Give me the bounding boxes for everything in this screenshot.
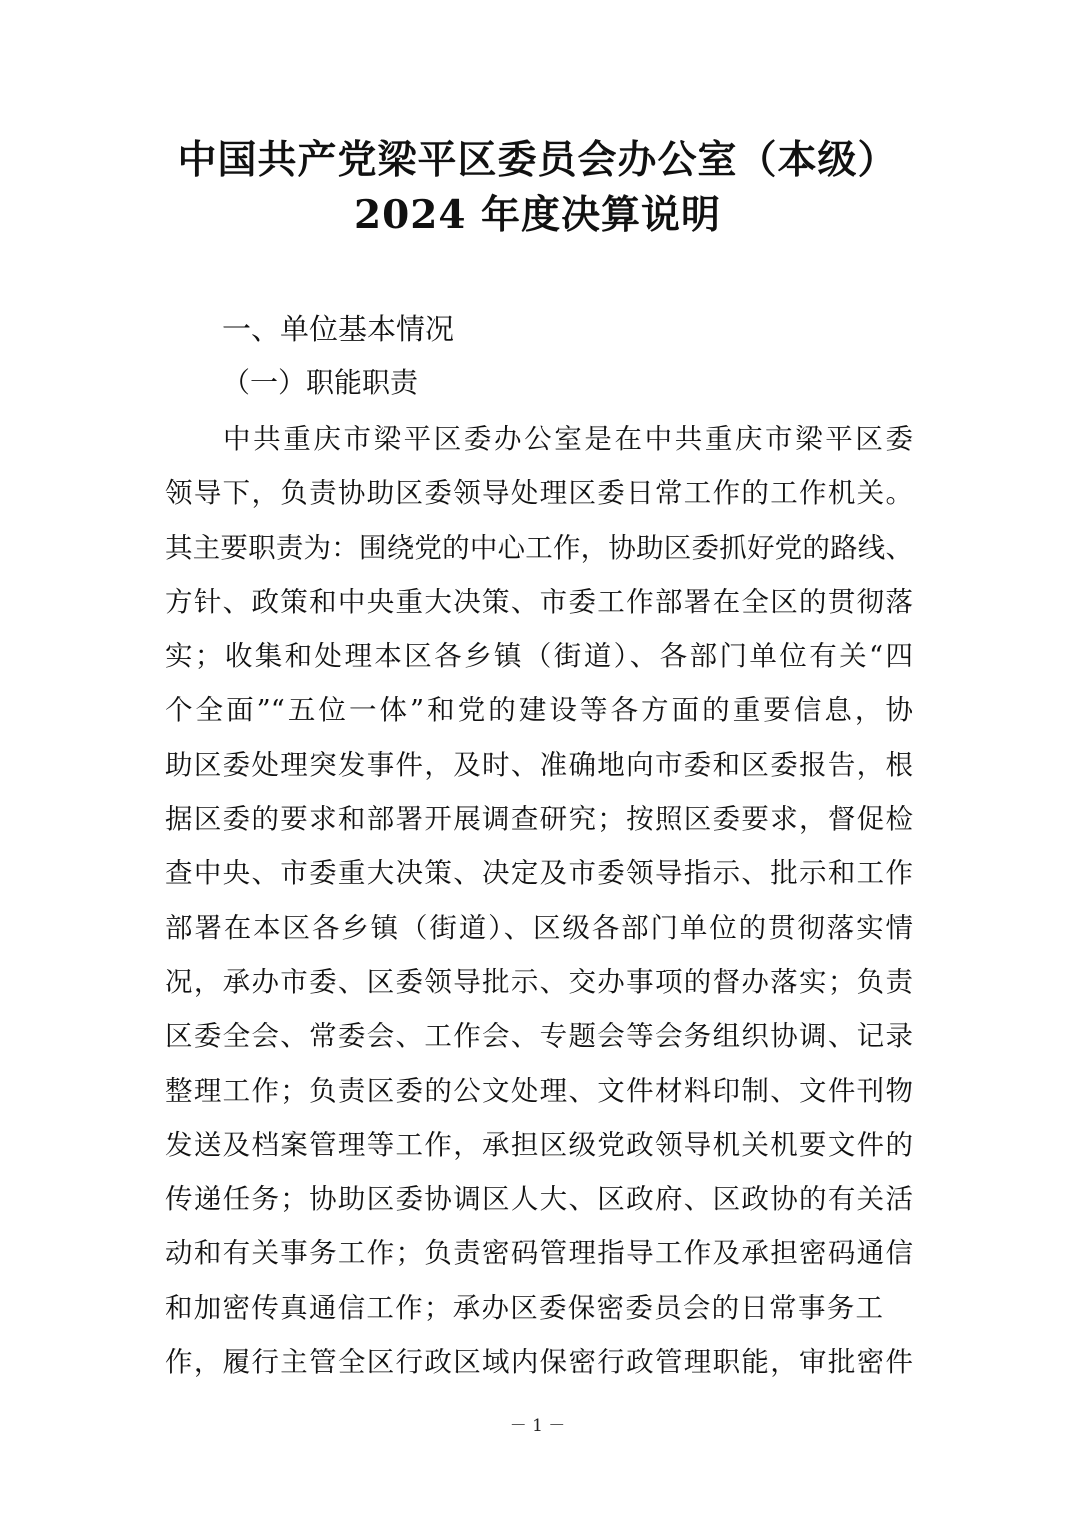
document-title-line2: 2024 年度决算说明	[353, 192, 722, 238]
body-line: 领导下，负责协助区委领导处理区委日常工作的工作机关。	[165, 477, 913, 510]
section-heading-basic-info: 一、单位基本情况	[222, 312, 455, 346]
body-line: 查中央、市委重大决策、决定及市委领导指示、批示和工作	[165, 857, 913, 890]
body-line: 区委全会、常委会、工作会、专题会等会务组织协调、记录	[165, 1020, 913, 1053]
subsection-heading-functions: （一）职能职责	[222, 366, 419, 399]
body-line: 和加密传真通信工作；承办区委保密委员会的日常事务工	[165, 1291, 883, 1324]
body-line: 作，履行主管全区行政区域内保密行政管理职能，审批密件	[165, 1346, 913, 1379]
body-line: 据区委的要求和部署开展调查研究；按照区委要求，督促检	[165, 803, 913, 836]
body-paragraph	[165, 412, 913, 1389]
body-line: 个全面”“五位一体”和党的建设等各方面的重要信息，协	[165, 694, 913, 727]
body-line: 整理工作；负责区委的公文处理、文件材料印制、文件刊物	[165, 1074, 913, 1107]
body-line: 助区委处理突发事件，及时、准确地向市委和区委报告，根	[165, 748, 913, 781]
body-line: 其主要职责为：围绕党的中心工作，协助区委抓好党的路线、	[165, 531, 913, 564]
document-title-line1: 中国共产党梁平区委员会办公室（本级）	[177, 137, 898, 183]
body-line: 况，承办市委、区委领导批示、交办事项的督办落实；负责	[165, 965, 913, 998]
body-line: 方针、政策和中央重大决策、市委工作部署在全区的贯彻落	[165, 585, 913, 618]
body-line: 传递任务；协助区委协调区人大、区政府、区政协的有关活	[165, 1183, 913, 1216]
body-line: 中共重庆市梁平区委办公室是在中共重庆市梁平区委	[223, 423, 913, 455]
body-line: 发送及档案管理等工作，承担区级党政领导机关机要文件的	[165, 1128, 913, 1161]
body-line: 实；收集和处理本区各乡镇（街道）、各部门单位有关“四	[165, 640, 913, 673]
page-number: － 1 －	[509, 1416, 566, 1436]
body-line: 部署在本区各乡镇（街道）、区级各部门单位的贯彻落实情	[165, 911, 913, 944]
body-line: 动和有关事务工作；负责密码管理指导工作及承担密码通信	[165, 1237, 913, 1270]
